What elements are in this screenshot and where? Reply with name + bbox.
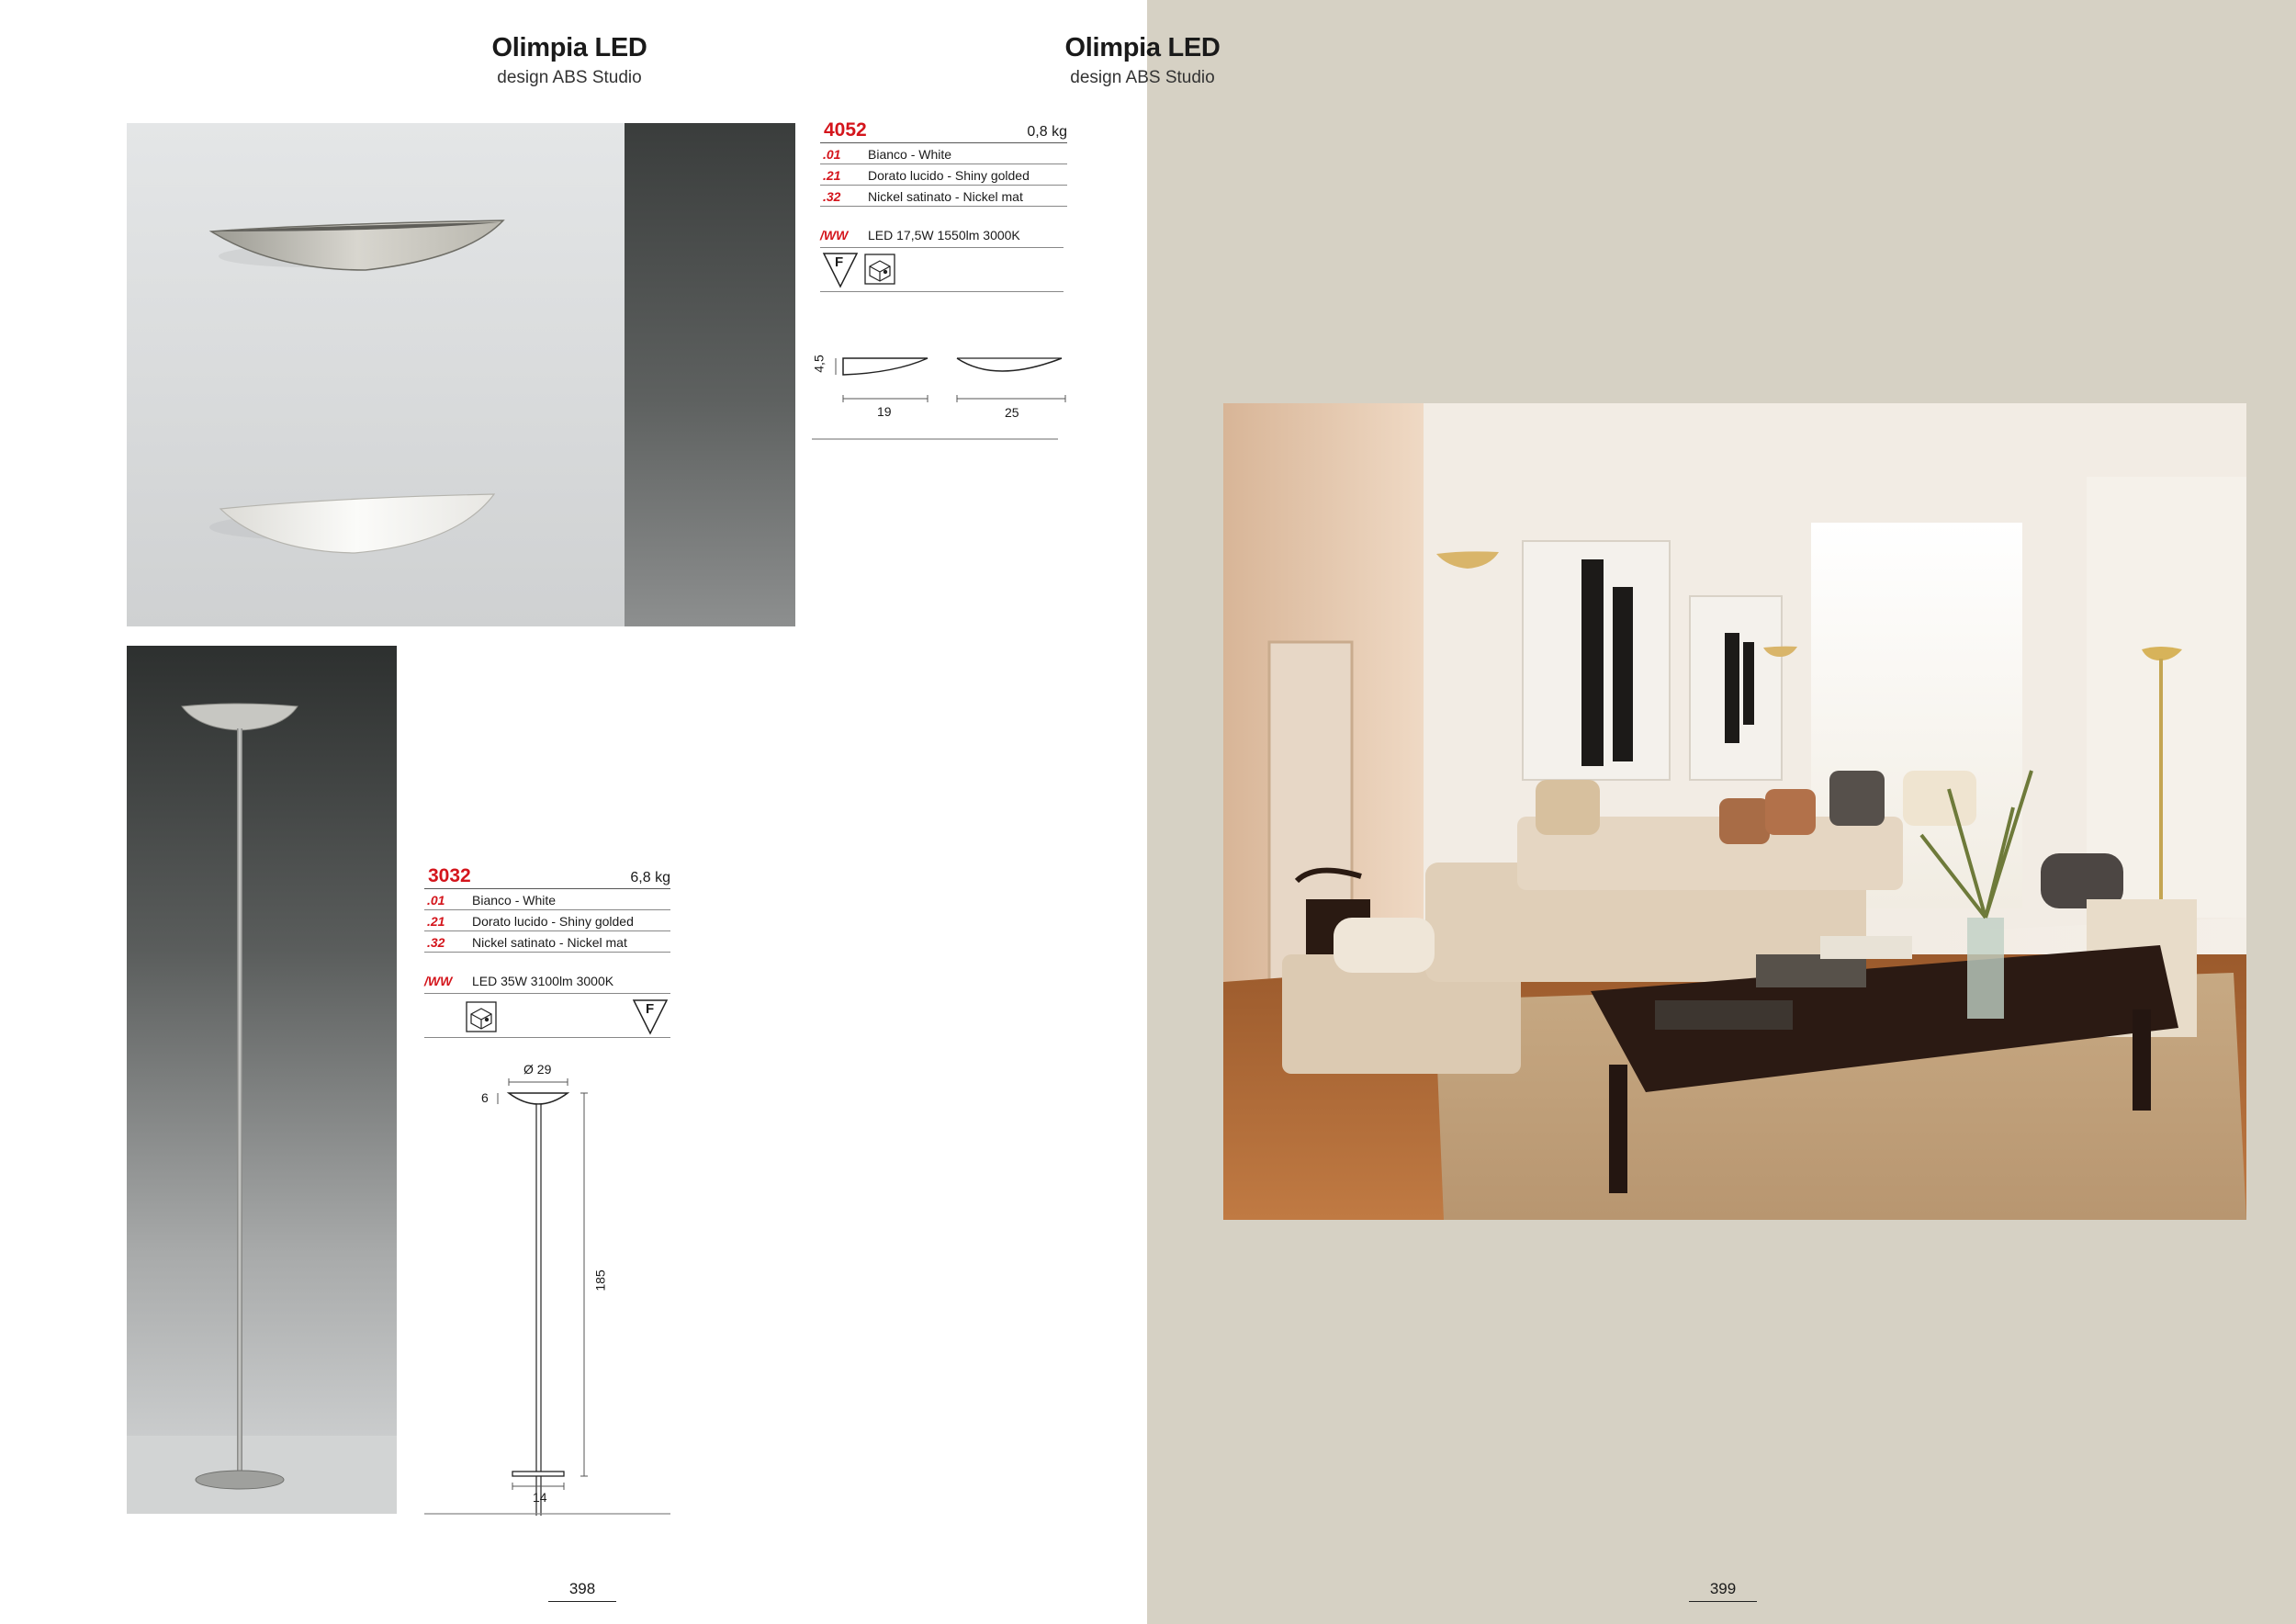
living-room-photo — [1223, 403, 2246, 1220]
page-subtitle: design ABS Studio — [497, 68, 642, 87]
finish-name: Nickel satinato - Nickel mat — [868, 189, 1023, 204]
dim-height-label: 4,5 — [811, 355, 827, 373]
finish-name: Dorato lucido - Shiny golded — [868, 168, 1030, 183]
product-weight: 6,8 kg — [630, 870, 670, 885]
finish-code: .01 — [823, 147, 841, 162]
floor-lamp-dimension-drawing — [424, 1058, 670, 1516]
certification-icons — [820, 248, 1064, 292]
finish-code: .21 — [823, 168, 841, 183]
finish-row — [820, 164, 1067, 186]
product-code-row — [820, 119, 1067, 143]
class-f-label: F — [646, 1001, 655, 1017]
wall-lamp-dimension-drawing — [812, 347, 1069, 444]
dim-depth-label: 19 — [877, 404, 892, 419]
dim-base-label: 14 — [533, 1490, 547, 1505]
finish-name: Dorato lucido - Shiny golded — [472, 914, 634, 929]
floor-lamp-photo — [127, 646, 397, 1514]
installation-box-icon — [864, 254, 895, 285]
product-code-row — [424, 865, 670, 889]
installation-box-icon — [466, 1001, 497, 1032]
dim-head-height-label: 6 — [481, 1090, 489, 1105]
page-number: 399 — [1689, 1580, 1757, 1602]
page-title: Olimpia LED — [1064, 33, 1221, 62]
finish-row — [820, 143, 1067, 164]
finish-row — [424, 910, 670, 931]
finish-name: Bianco - White — [472, 893, 557, 908]
led-code: /WW — [424, 974, 453, 988]
finish-row — [820, 186, 1067, 207]
led-code: /WW — [820, 228, 849, 242]
finish-code: .32 — [427, 935, 445, 950]
product-code: 3032 — [428, 865, 471, 886]
finish-row — [424, 931, 670, 953]
left-page — [0, 0, 1147, 1624]
product-weight: 0,8 kg — [1027, 124, 1067, 140]
product-code: 4052 — [824, 119, 867, 141]
led-spec-row — [820, 225, 1064, 248]
led-text: LED 17,5W 1550lm 3000K — [868, 228, 1020, 242]
dim-width-label: 25 — [1005, 405, 1019, 420]
led-text: LED 35W 3100lm 3000K — [472, 974, 614, 988]
led-spec-row — [424, 971, 670, 994]
certification-icons — [424, 994, 670, 1038]
dim-total-height-label: 185 — [592, 1269, 608, 1291]
wall-lamp-photo — [127, 123, 795, 626]
page-title: Olimpia LED — [491, 33, 647, 62]
finish-name: Nickel satinato - Nickel mat — [472, 935, 627, 950]
finish-name: Bianco - White — [868, 147, 952, 162]
page-subtitle: design ABS Studio — [1070, 68, 1215, 87]
finish-code: .21 — [427, 914, 445, 929]
wall-lamp-spec — [820, 119, 1067, 292]
page-number: 398 — [548, 1580, 616, 1602]
class-f-label: F — [835, 254, 844, 270]
finish-code: .32 — [823, 189, 841, 204]
finish-code: .01 — [427, 893, 445, 908]
floor-lamp-spec — [424, 865, 670, 1038]
finish-row — [424, 889, 670, 910]
right-page — [1064, 0, 2296, 1624]
dim-diameter-label: Ø 29 — [523, 1062, 552, 1077]
